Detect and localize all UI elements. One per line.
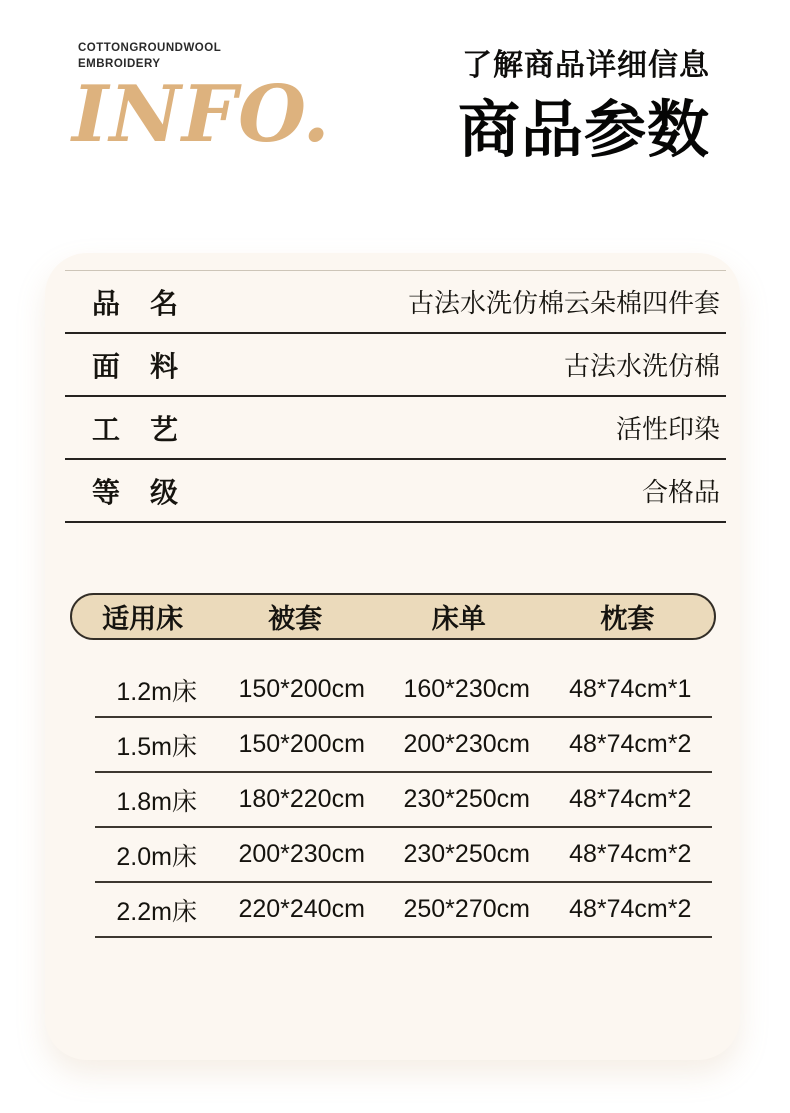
spec-value: 合格品 [641,477,720,507]
size-table-cell: 200*230cm [403,730,530,758]
spec-value: 活性印染 [615,414,720,444]
brand-name-line2: EMBROIDERY [78,57,161,70]
size-table-cell: 180*220cm [238,785,365,813]
size-table-header-cell: 适用床 [102,604,184,634]
size-table-cell: 230*250cm [403,840,530,868]
spec-row [65,271,726,334]
spec-list [65,270,726,523]
size-table-row [95,773,712,828]
spec-row [65,397,726,460]
size-table-cell: 220*240cm [238,895,365,923]
spec-row [65,334,726,397]
size-table-cell: 1.2m床 [116,677,197,706]
size-table-cell: 2.0m床 [116,842,197,871]
size-table-cell: 48*74cm*2 [569,785,692,813]
brand-logo-text: INFO. [72,69,331,160]
header [457,40,710,165]
brand-name-line1: COTTONGROUNDWOOL [78,42,222,54]
size-table-header-cell: 被套 [268,604,323,634]
spec-label: 面 料 [92,350,178,382]
size-table-cell: 250*270cm [403,895,530,923]
size-table-cell: 160*230cm [403,675,530,703]
size-table-cell: 200*230cm [238,840,365,868]
size-table-row [95,883,712,938]
size-table-row [95,828,712,883]
size-table-cell: 230*250cm [403,785,530,813]
spec-label: 工 艺 [92,413,178,445]
size-table-header [70,593,716,640]
spec-row [65,460,726,523]
size-table-row [95,718,712,773]
size-table-cell: 48*74cm*1 [569,675,692,703]
size-table-body [95,663,712,938]
size-table-row [95,663,712,718]
brand-name [78,41,221,72]
parameter-card [45,253,740,1060]
size-table-header-cell: 床单 [431,604,486,634]
size-table-cell: 1.8m床 [116,787,197,816]
page-subtitle: 了解商品详细信息 [462,49,710,82]
size-table-cell: 150*200cm [238,675,365,703]
spec-value: 古法水洗仿棉云朵棉四件套 [407,288,720,318]
size-table-cell: 2.2m床 [116,897,197,926]
size-table-cell: 1.5m床 [116,732,197,761]
page-title: 商品参数 [457,96,710,165]
size-table-cell: 48*74cm*2 [569,895,692,923]
size-table-header-cell: 枕套 [600,604,655,634]
size-table-cell: 48*74cm*2 [569,730,692,758]
spec-label: 等 级 [92,476,178,508]
size-table-cell: 48*74cm*2 [569,840,692,868]
spec-value: 古法水洗仿棉 [563,351,720,381]
spec-label: 品 名 [92,287,178,319]
size-table-cell: 150*200cm [238,730,365,758]
